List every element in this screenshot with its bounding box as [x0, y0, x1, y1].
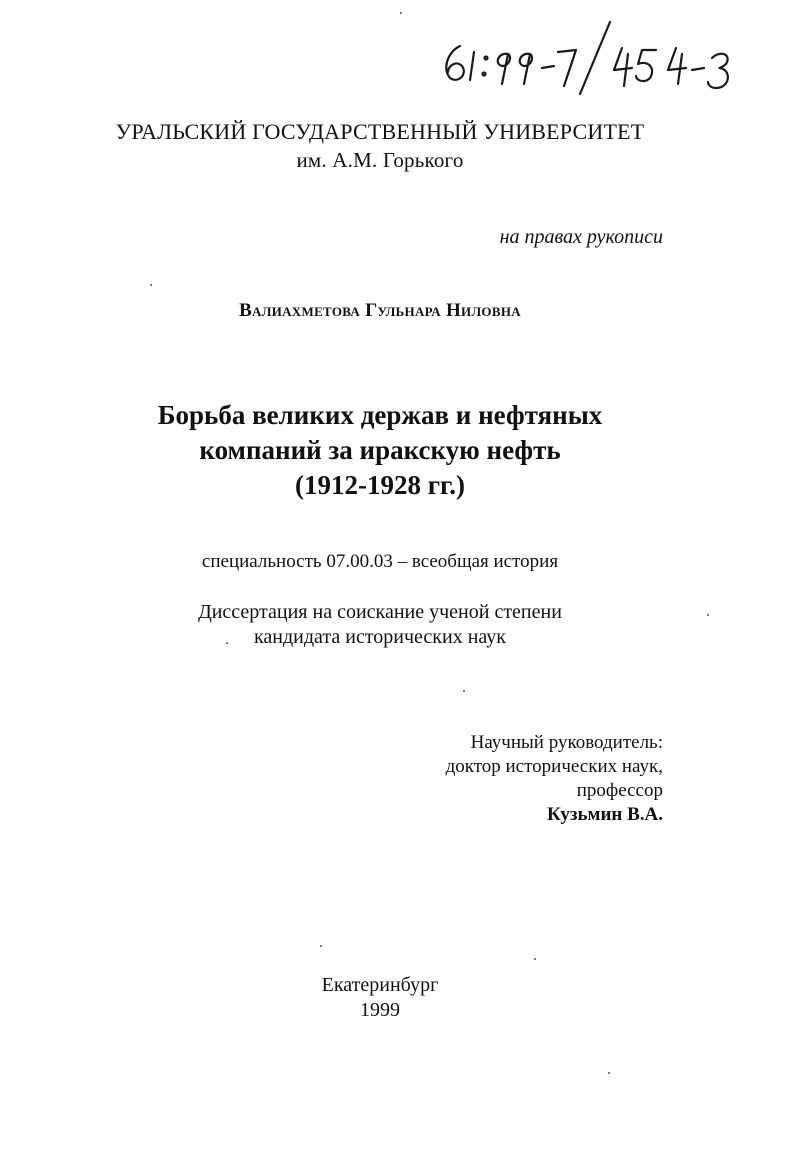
- university-block: [0, 118, 760, 174]
- place-year: [0, 973, 760, 1023]
- scan-speck: [320, 945, 322, 947]
- advisor-name: Кузьмин В.А.: [547, 804, 663, 825]
- author-name: Валиахметова Гульнара Ниловна: [239, 300, 521, 321]
- scan-speck: [534, 958, 536, 960]
- scan-speck: [400, 12, 402, 14]
- dissertation-degree: [0, 600, 760, 650]
- title-line-1: Борьба великих держав и нефтяных: [157, 400, 603, 430]
- advisor-degree: доктор исторических наук,: [445, 756, 663, 777]
- title-line-2: компаний за иракскую нефть: [199, 435, 561, 465]
- advisor-rank: профессор: [576, 780, 663, 801]
- city: Екатеринбург: [321, 974, 439, 996]
- scan-speck: [226, 642, 228, 644]
- university-named-after: им. А.М. Горького: [296, 148, 464, 172]
- degree-line-2: кандидата исторических наук: [253, 626, 507, 648]
- handwritten-catalog-code: [430, 18, 750, 98]
- advisor-label: Научный руководитель:: [470, 732, 663, 753]
- scan-speck: [707, 614, 709, 616]
- scan-speck: [608, 1072, 610, 1074]
- scan-speck: [463, 690, 465, 692]
- dissertation-title: [0, 398, 760, 503]
- advisor-block: [446, 731, 663, 827]
- rights-note: на правах рукописи: [499, 226, 663, 248]
- handwriting-icon: [430, 18, 750, 98]
- scan-speck: [150, 284, 152, 286]
- specialty: специальность 07.00.03 – всеобщая история: [201, 551, 559, 572]
- degree-line-1: Диссертация на соискание ученой степени: [198, 601, 562, 623]
- title-line-3: (1912-1928 гг.): [295, 470, 465, 500]
- year: 1999: [360, 999, 400, 1021]
- university-name: УРАЛЬСКИЙ ГОСУДАРСТВЕННЫЙ УНИВЕРСИТЕТ: [115, 119, 645, 144]
